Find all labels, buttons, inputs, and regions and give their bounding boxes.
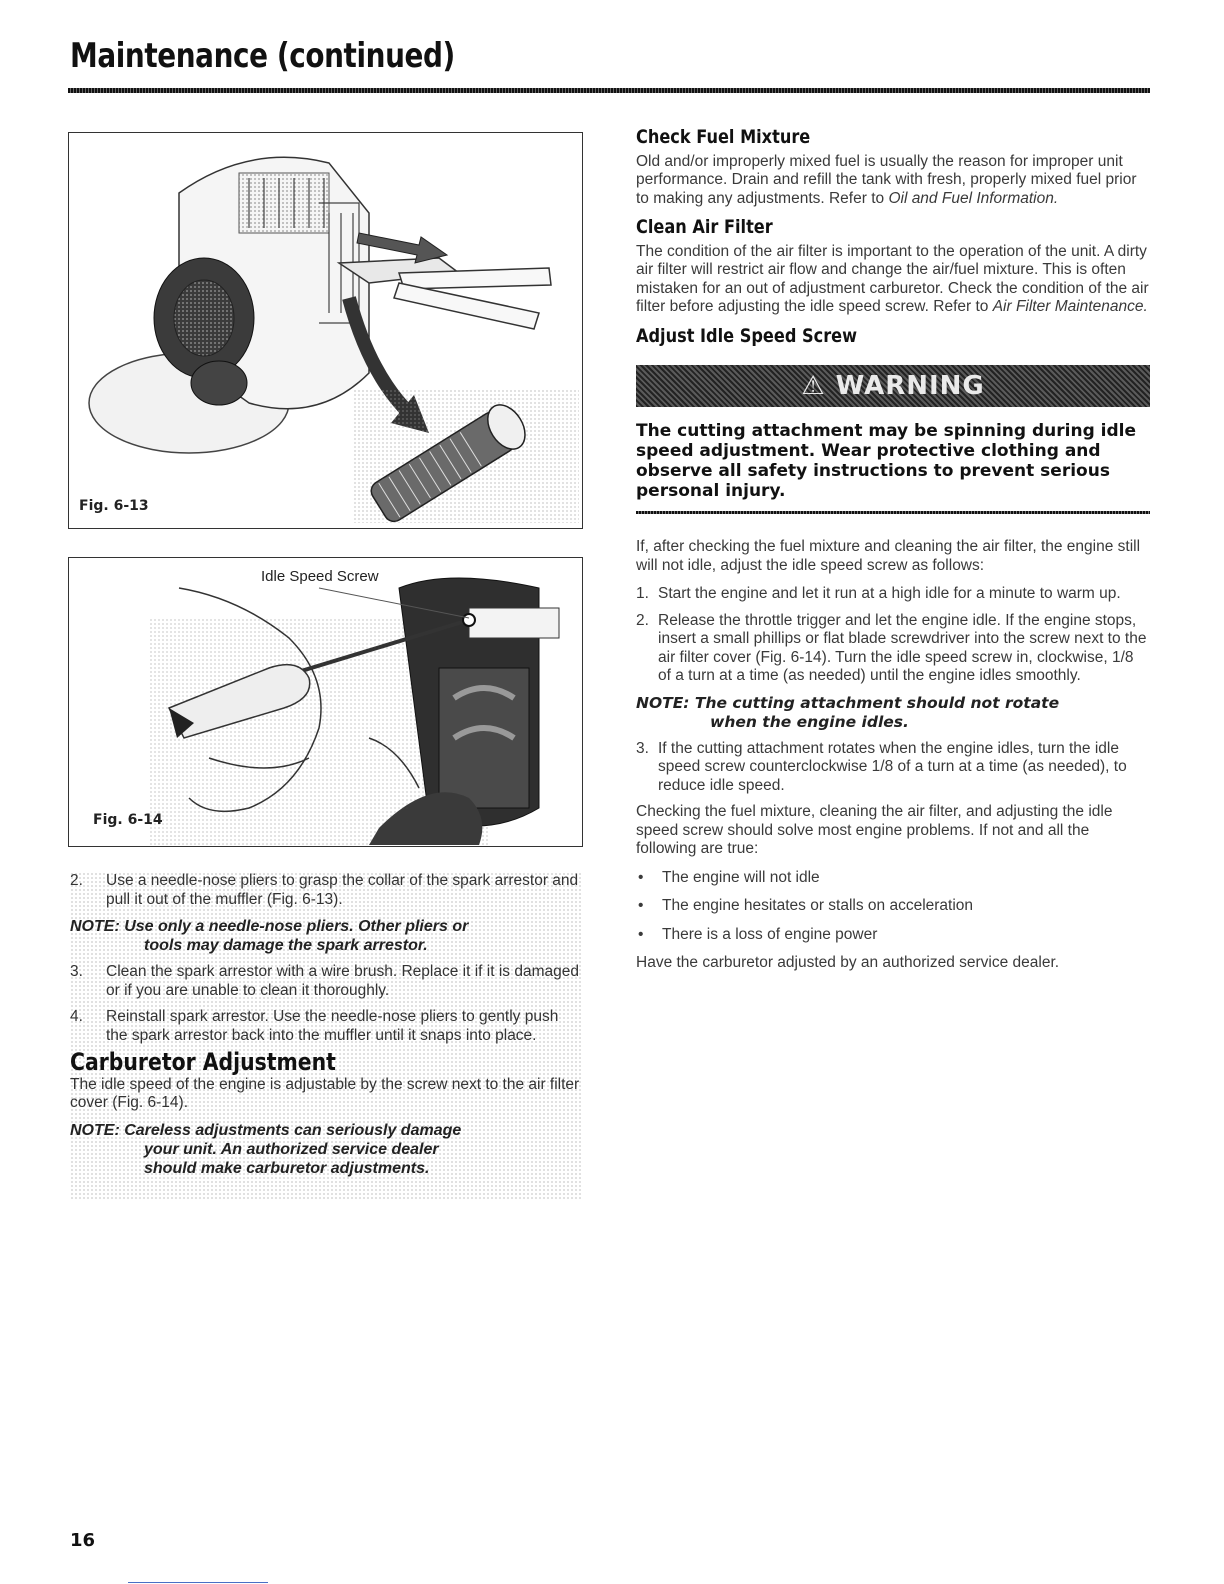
air-filter-paragraph [636, 243, 1150, 317]
warning-label: WARNING [835, 370, 985, 401]
spark-arrestor-illustration [69, 133, 581, 527]
note-line-1: NOTE: Careless adjustments can seriously damage [70, 1121, 462, 1139]
idle-step-1 [636, 585, 1150, 604]
figure-label: Fig. 6-14 [93, 812, 163, 828]
clean-air-filter-heading: Clean Air Filter [636, 216, 773, 238]
idle-intro-paragraph: If, after checking the fuel mixture and cleaning the air filter, the engine still will not idle, adjust the idle speed screw as follows: [636, 538, 1141, 574]
carburetor-paragraph: The idle speed of the engine is adjustable by the screw next to the air filter cover (Fig. 6-14). [70, 1075, 580, 1111]
footer-line [128, 1582, 268, 1583]
figure-label: Fig. 6-13 [79, 498, 149, 514]
check-fuel-mixture-heading: Check Fuel Mixture [636, 126, 811, 148]
step-text: Use a needle-nose pliers to grasp the collar of the spark arrestor and pull it out of the muffler (Fig. 6-13). [106, 872, 579, 908]
warning-text: The cutting attachment may be spinning during idle speed adjustment. Wear protective clothing and observe all safety instructions to prevent serious personal injury. [636, 421, 1137, 501]
note-line-3: should make carburetor adjustments. [144, 1159, 430, 1177]
air-filter-reference: Air Filter Maintenance. [992, 298, 1148, 315]
step-number: 2. [70, 872, 83, 889]
list-item [636, 869, 1150, 888]
idle-step-3 [636, 740, 1150, 796]
right-column [636, 128, 1150, 983]
list-item [636, 926, 1150, 945]
step-number: 3. [70, 963, 83, 980]
carburetor-adjustment-heading: Carburetor Adjustment [70, 1048, 336, 1076]
step-3-clean-arrestor [70, 963, 582, 1000]
note-needle-nose [70, 917, 582, 955]
note-line-2: when the engine idles. [710, 712, 909, 731]
left-column [70, 872, 582, 1200]
bullet-icon: • [638, 925, 644, 943]
warning-banner [636, 365, 1150, 407]
warning-triangle-icon: ⚠ [801, 370, 826, 401]
step-text: Clean the spark arrestor with a wire brush. Replace it if it is damaged or if you are unable to clean it thoroughly. [106, 963, 579, 999]
idle-step-2 [636, 612, 1150, 686]
step-number: 3. [636, 739, 649, 757]
step-text: Reinstall spark arrestor. Use the needle-nose pliers to gently push the spark arrestor back into the muffler until it snaps into place. [106, 1008, 559, 1044]
closing-paragraph: Have the carburetor adjusted by an authorized service dealer. [636, 954, 1060, 971]
warning-rule [636, 511, 1150, 514]
step-text: Start the engine and let it run at a high idle for a minute to warm up. [658, 585, 1121, 602]
step-4-reinstall-arrestor [70, 1008, 582, 1045]
bullet-text: The engine hesitates or stalls on acceleration [662, 897, 974, 914]
step-2-remove-arrestor [70, 872, 582, 909]
step-text: Release the throttle trigger and let the engine idle. If the engine stops, insert a small phillips or flat blade screwdriver into the screw next to the air filter cover (Fig. 6-14). Turn the idle speed screw in, clockwise, 1/8 of a turn at a time (as needed) until the engine idles smoothly. [658, 611, 1147, 684]
idle-screw-illustration [69, 558, 581, 845]
bullet-icon: • [638, 897, 644, 914]
bullet-text: There is a loss of engine power [662, 925, 878, 943]
note-careless-adjustments [70, 1121, 582, 1178]
adjust-idle-speed-heading: Adjust Idle Speed Screw [636, 324, 858, 347]
figure-6-13 [68, 132, 583, 529]
note-line-2: your unit. An authorized service dealer [144, 1140, 439, 1158]
page-title: Maintenance (continued) [70, 36, 455, 76]
list-item [636, 897, 1150, 916]
fuel-info-reference: Oil and Fuel Information. [888, 189, 1059, 207]
note-line-1: NOTE: Use only a needle-nose pliers. Other pliers or [70, 918, 469, 935]
step-number: 2. [636, 611, 649, 629]
bullet-text: The engine will not idle [662, 868, 820, 886]
page-number: 16 [70, 1530, 96, 1551]
title-rule [68, 88, 1150, 93]
figure-6-14 [68, 557, 583, 847]
fuel-mixture-paragraph [636, 153, 1150, 209]
step-text: If the cutting attachment rotates when the engine idles, turn the idle speed screw counterclockwise 1/8 of a turn at a time (as needed), to reduce idle speed. [658, 739, 1127, 794]
summary-paragraph: Checking the fuel mixture, cleaning the air filter, and adjusting the idle speed screw should solve most engine problems. If not and all the following are true: [636, 803, 1113, 857]
air-filter-text: The condition of the air filter is important to the operation of the unit. A dirty air filter will restrict air flow and change the air/fuel mixture. This is often mistaken for an out of adjustment carburetor. Check the condition of the air filter before adjusting the idle speed screw. Refer to [636, 242, 1149, 315]
note-line-2: tools may damage the spark arrestor. [144, 937, 428, 954]
bullet-icon: • [638, 868, 644, 886]
step-number: 4. [70, 1008, 83, 1025]
fuel-mixture-text: Old and/or improperly mixed fuel is usually the reason for improper unit performance. Drain and refill the tank with fresh, properly mixed fuel prior to making any adjustments. Refer to [636, 152, 1137, 207]
note-line-1: NOTE: The cutting attachment should not rotate [636, 693, 1060, 712]
note-cutting-attachment [636, 694, 1150, 732]
step-number: 1. [636, 585, 649, 602]
idle-speed-screw-callout: Idle Speed Screw [261, 568, 379, 585]
